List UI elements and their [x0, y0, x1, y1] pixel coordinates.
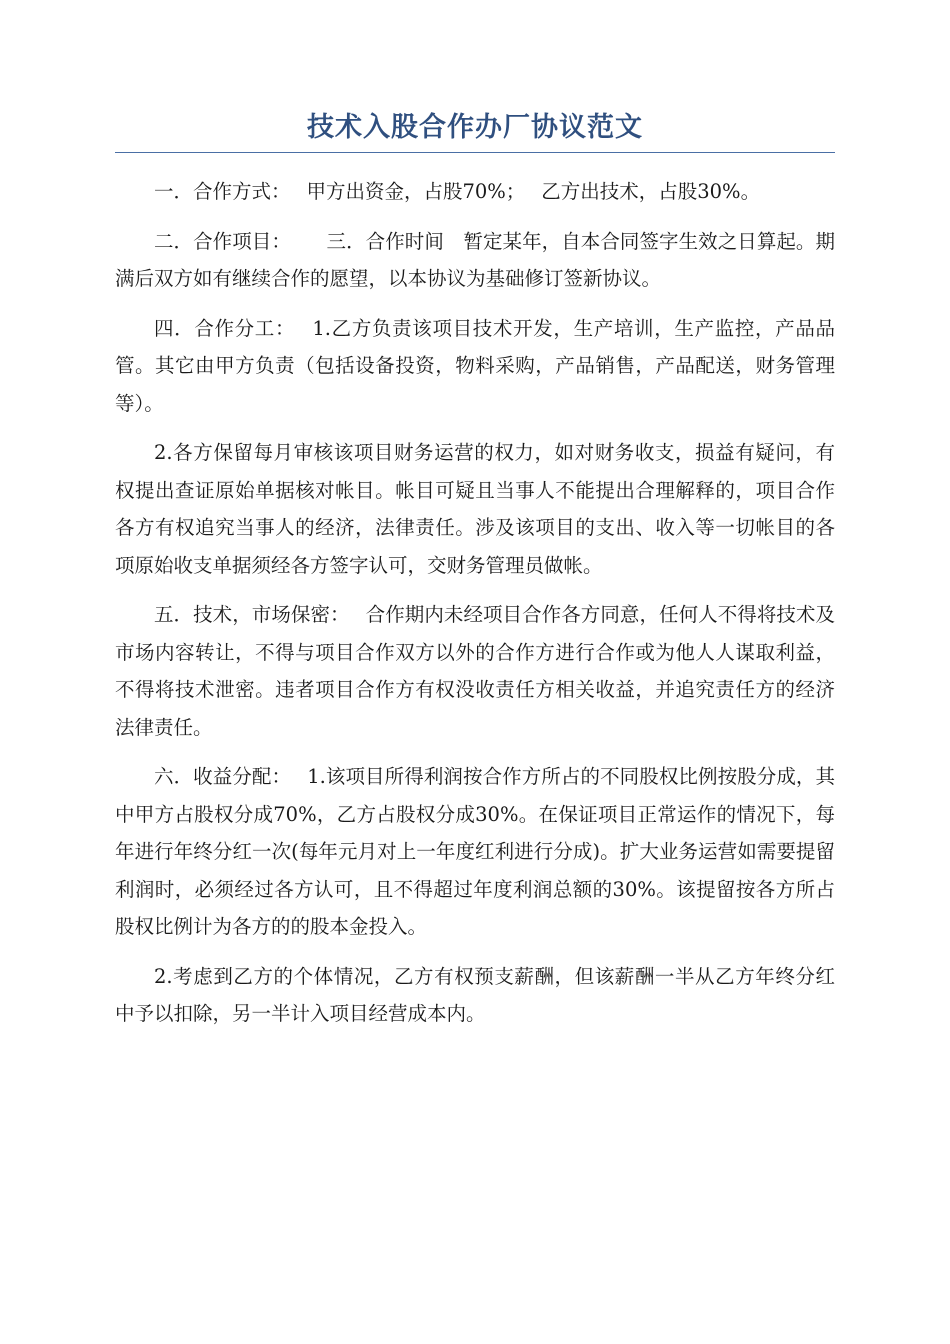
- paragraph-confidentiality: 五．技术，市场保密： 合作期内未经项目合作各方同意，任何人不得将技术及市场内容转让，不得与项目合作双方以外的合作方进行合作或为他人人谋取利益，不得将技术泄密。违者项目合作方有权没收责任方相关收益，并追究责任方的经济法律责任。: [115, 603, 835, 739]
- paragraph-division-of-labor: 四．合作分工： 1.乙方负责该项目技术开发，生产培训，生产监控，产品品管。其它由甲方负责（包括设备投资，物料采购，产品销售，产品配送，财务管理等）。: [115, 316, 835, 415]
- document-title: 技术入股合作办厂协议范文: [307, 112, 643, 143]
- paragraph-cooperation-method: 一．合作方式： 甲方出资金，占股70%； 乙方出技术，占股30%。: [154, 180, 761, 203]
- paragraph-salary-advance: 2.考虑到乙方的个体情况，乙方有权预支薪酬，但该薪酬一半从乙方年终分红中予以扣除，另一半计入项目经营成本内。: [115, 964, 835, 1025]
- title-underline: [115, 152, 835, 153]
- paragraph-profit-distribution: 六．收益分配： 1.该项目所得利润按合作方所占的不同股权比例按股分成，其中甲方占股权分成70%，乙方占股权分成30%。在保证项目正常运作的情况下，每年进行年终分红一次(每年元月对上一年度红利进行分成)。扩大业务运营如需要提留利润时，必须经过各方认可，且不得超过年度利润总额的30%。该提留按各方所占股权比例计为各方的的股本金投入。: [115, 765, 835, 938]
- document-page: [115, 108, 835, 1045]
- paragraph-cooperation-project-time: 二．合作项目： 三．合作时间 暂定某年，自本合同签字生效之日算起。期满后双方如有继续合作的愿望，以本协议为基础修订签新协议。: [115, 229, 835, 290]
- paragraph-financial-audit: 2.各方保留每月审核该项目财务运营的权力，如对财务收支，损益有疑问，有权提出查证原始单据核对帐目。帐目可疑且当事人不能提出合理解释的，项目合作各方有权追究当事人的经济，法律责任。涉及该项目的支出、收入等一切帐目的各项原始收支单据须经各方签字认可，交财务管理员做帐。: [115, 441, 835, 577]
